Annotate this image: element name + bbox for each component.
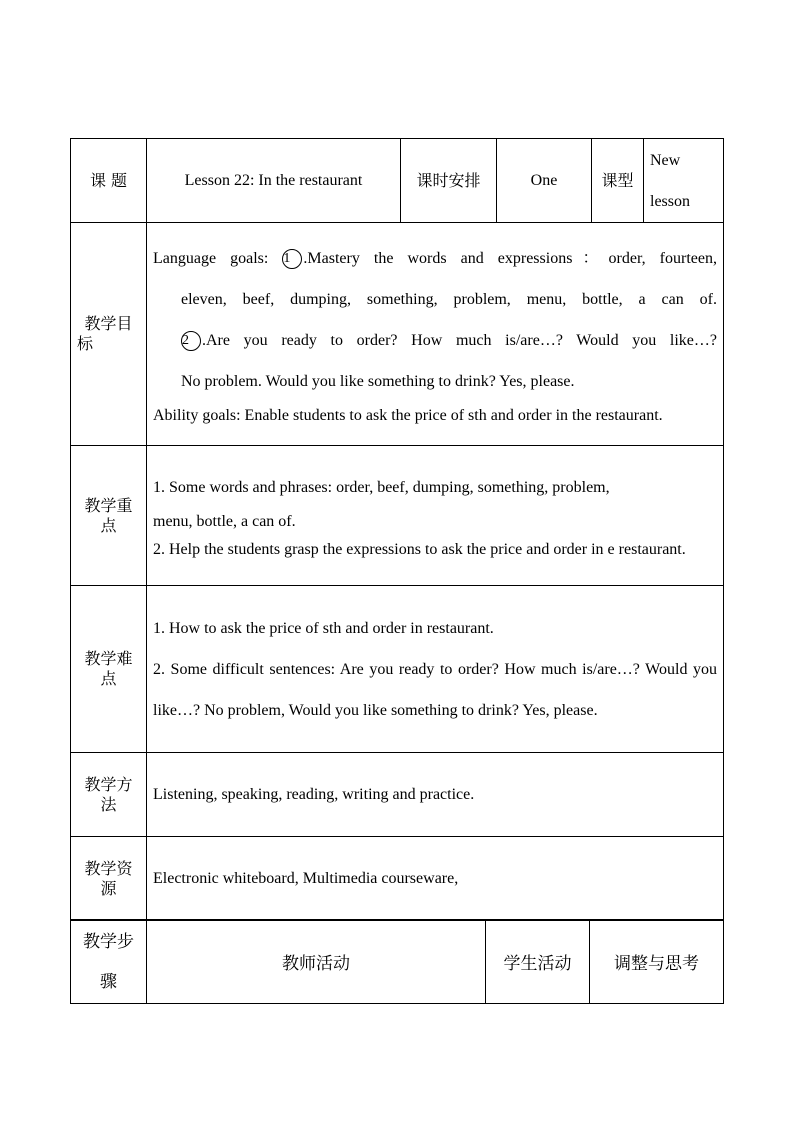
resources-row (71, 837, 724, 921)
difficulties-line1: 1. How to ask the price of sth and order in restaurant. (153, 619, 494, 637)
ability-goals: Ability goals: Enable students to ask the price of sth and order in the restaurant. (153, 407, 663, 424)
schedule-value: One (497, 139, 592, 223)
methods-label-line2: 法 (100, 794, 117, 814)
objectives-line4: No problem. Would you like something to drink? Yes, please. (181, 373, 575, 390)
resources-label-line1: 教学资 (84, 858, 133, 878)
objectives-row (71, 223, 724, 446)
schedule-label: 课时安排 (401, 139, 497, 223)
key-points-line3: 2. Help the students grasp the expressions to ask the price and order in e restaurant. (153, 541, 686, 558)
topic-label: 课 题 (71, 139, 147, 223)
circled-number-2: 2 (181, 331, 201, 351)
methods-label-line1: 教学方 (84, 774, 133, 794)
objective-item-2: .Are you ready to order? How much is/are…? Would you like…? (202, 332, 717, 349)
methods-row (71, 753, 724, 837)
type-value-line2: lesson (650, 192, 690, 210)
difficulties-label-line2: 点 (100, 669, 117, 688)
circled-number-1: 1 (282, 249, 302, 269)
type-value (644, 139, 724, 223)
key-points-label-line1: 教学重 (84, 495, 133, 515)
methods-value: Listening, speaking, reading, writing and practice. (147, 753, 724, 837)
objective-item-1: .Mastery the words and expressions：order, fourteen, (303, 250, 717, 267)
difficulties-line2: 2. Some difficult sentences: Are you ready to order? How much is/are…? Would you like…? No problem, Would you like something to drink? Yes, please. (153, 660, 717, 719)
lesson-plan-table (70, 138, 724, 921)
key-points-row (71, 446, 724, 586)
methods-label (71, 753, 147, 837)
key-points-line2: menu, bottle, a can of. (153, 513, 296, 530)
resources-label (71, 837, 147, 921)
steps-label (71, 920, 147, 1004)
type-label: 课型 (592, 139, 644, 223)
header-row (71, 139, 724, 223)
difficulties-label (71, 586, 147, 753)
steps-row (71, 920, 724, 1004)
resources-value: Electronic whiteboard, Multimedia courseware, (147, 837, 724, 921)
type-value-line1: New (650, 151, 681, 169)
objectives-label-line2: 标 (77, 334, 94, 353)
objectives-line1 (153, 238, 717, 279)
language-goals-prefix: Language goals: (153, 250, 283, 267)
reflection-header: 调整与思考 (590, 920, 724, 1004)
topic-value: Lesson 22: In the restaurant (147, 139, 401, 223)
objectives-label (71, 223, 147, 446)
objectives-content (147, 223, 724, 446)
steps-label-line2: 骤 (100, 971, 117, 992)
key-points-line1: 1. Some words and phrases: order, beef, dumping, something, problem, (153, 479, 610, 496)
objectives-line2: eleven, beef, dumping, something, problem, menu, bottle, a can of. (181, 291, 717, 308)
key-points-content (147, 446, 724, 586)
key-points-label (71, 446, 147, 586)
objectives-line3 (153, 320, 717, 361)
student-activity-header: 学生活动 (486, 920, 590, 1004)
difficulties-label-line1: 教学难 (84, 649, 133, 668)
difficulties-content (147, 586, 724, 753)
steps-table (70, 919, 724, 1004)
key-points-label-line2: 点 (100, 515, 117, 535)
steps-label-line1: 教学步 (83, 931, 134, 952)
difficulties-row (71, 586, 724, 753)
teacher-activity-header: 教师活动 (147, 920, 486, 1004)
objectives-label-line1: 教学目 (84, 314, 133, 333)
resources-label-line2: 源 (100, 878, 117, 898)
